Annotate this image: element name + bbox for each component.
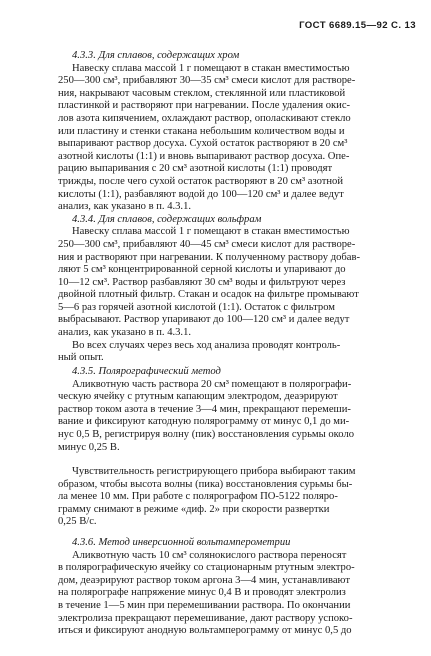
text-line: азотной кислоты (1:1) и вновь выпаривают раствор досуха. Опе- — [58, 150, 350, 162]
text-line: ческую ячейку с ртутным капающим электродом, деаэрируют — [58, 391, 338, 403]
text-line: Во всех случаях через весь ход анализа проводят контроль- — [72, 339, 341, 351]
text-line: грамму снимают в режиме «диф. 2» при скорости развертки — [58, 503, 330, 515]
text-line: 250—300 см³, прибавляют 40—45 см³ смеси кислот для растворе- — [58, 238, 356, 250]
section-heading: 4.3.3. Для сплавов, содержащих хром — [72, 50, 240, 61]
text-line: вание и фиксируют катодную полярограмму от минус 0,1 до ми- — [58, 416, 350, 428]
text-block — [58, 50, 424, 365]
text-line: выбрасывают. Раствор упаривают до 100—120 см³ и далее ведут — [58, 314, 350, 326]
text-line: иться и фиксируют анодную вольтамперограмму от минус 0,5 до — [58, 625, 352, 637]
text-line: Навеску сплава массой 1 г помещают в стакан вместимостью — [72, 226, 350, 238]
text-line: 250—300 см³, прибавляют 30—35 см³ смеси кислот для растворе- — [58, 75, 356, 87]
text-line: образом, чтобы высота волны (пика) восстановления сурьмы бы- — [58, 478, 353, 490]
text-line: кислоты (1:1), разбавляют водой до 100—120 см³ и далее ведут — [58, 188, 344, 200]
page-header: ГОСТ 6689.15—92 С. 13 — [299, 20, 416, 31]
text-line: двойной плотный фильтр. Стакан и осадок на фильтре промывают — [58, 289, 359, 301]
text-block — [58, 537, 424, 638]
text-line: 10—12 см³. Раствор разбавляют 30 см³ воды и фильтруют через — [58, 276, 346, 288]
text-line: трижды, после чего сухой остаток растворяют в 20 см³ азотной — [58, 175, 344, 187]
text-line: или пластину и стенки стакана небольшим количеством воды и — [58, 125, 345, 137]
text-line: раствор током азота в течение 3—4 мин, прекращают перемеши- — [58, 403, 351, 415]
text-line: анализ, как указано в п. 4.3.1. — [58, 327, 192, 339]
text-line: пластинкой и растворяют при нагревании. После удаления окис- — [58, 100, 351, 112]
text-line: Аликвотную часть 10 см³ солянокислого раствора переносят — [72, 549, 347, 561]
text-line: электролиза прекращают перемешивание, дают раствору успоко- — [58, 612, 353, 624]
text-line: в течение 1—5 мин при перемешивании раствора. По окончании — [58, 599, 351, 611]
text-line: минус 0,25 В. — [58, 441, 120, 453]
text-line: ния, накрывают часовым стеклом, стеклянной или пластиковой — [58, 87, 346, 99]
text-line: нус 0,5 В, регистрируя волну (пик) восстановления сурьмы около — [58, 428, 355, 440]
text-block — [58, 466, 424, 529]
text-line: в полярографическую ячейку со стационарным ртутным электро- — [58, 562, 355, 574]
text-line: Чувствительность регистрирующего прибора выбирают таким — [72, 466, 356, 477]
text-block — [58, 366, 424, 454]
text-line: рацию выпаривания с 20 см³ азотной кислоты (1:1) проводят — [58, 163, 333, 175]
text-line: Аликвотную часть раствора 20 см³ помещают в полярографи- — [72, 378, 352, 390]
text-line: 0,25 В/с. — [58, 516, 97, 528]
text-line: на полярографе напряжение минус 0,4 В и проводят электролиз — [58, 587, 346, 599]
text-line: Навеску сплава массой 1 г помещают в стакан вместимостью — [72, 62, 350, 74]
text-line: анализ, как указано в п. 4.3.1. — [58, 201, 192, 213]
text-line: 5—6 раз горячей азотной кислотой (1:1). Остаток с фильтром — [58, 301, 335, 313]
text-line: ла менее 10 мм. При работе с полярографом ПО-5122 поляро- — [58, 491, 338, 503]
section-heading: 4.3.6. Метод инверсионной вольтамперометрии — [72, 537, 291, 548]
text-line: лов азота кипячением, охлаждают раствор, ополаскивают стекло — [58, 112, 351, 124]
text-line: ляют 5 см³ концентрированной серной кислоты и упаривают до — [58, 264, 346, 276]
text-line: выпаривают раствор досуха. Сухой остаток растворяют в 20 см³ — [58, 138, 348, 150]
section-heading: 4.3.4. Для сплавов, содержащих вольфрам — [72, 213, 262, 225]
text-line: ния и растворяют при нагревании. К полученному раствору добав- — [58, 251, 361, 263]
text-line: дом, деаэрируют раствор током аргона 3—4 мин, устанавливают — [58, 574, 350, 586]
text-line: ный опыт. — [58, 352, 104, 364]
section-heading: 4.3.5. Полярографический метод — [72, 366, 221, 377]
